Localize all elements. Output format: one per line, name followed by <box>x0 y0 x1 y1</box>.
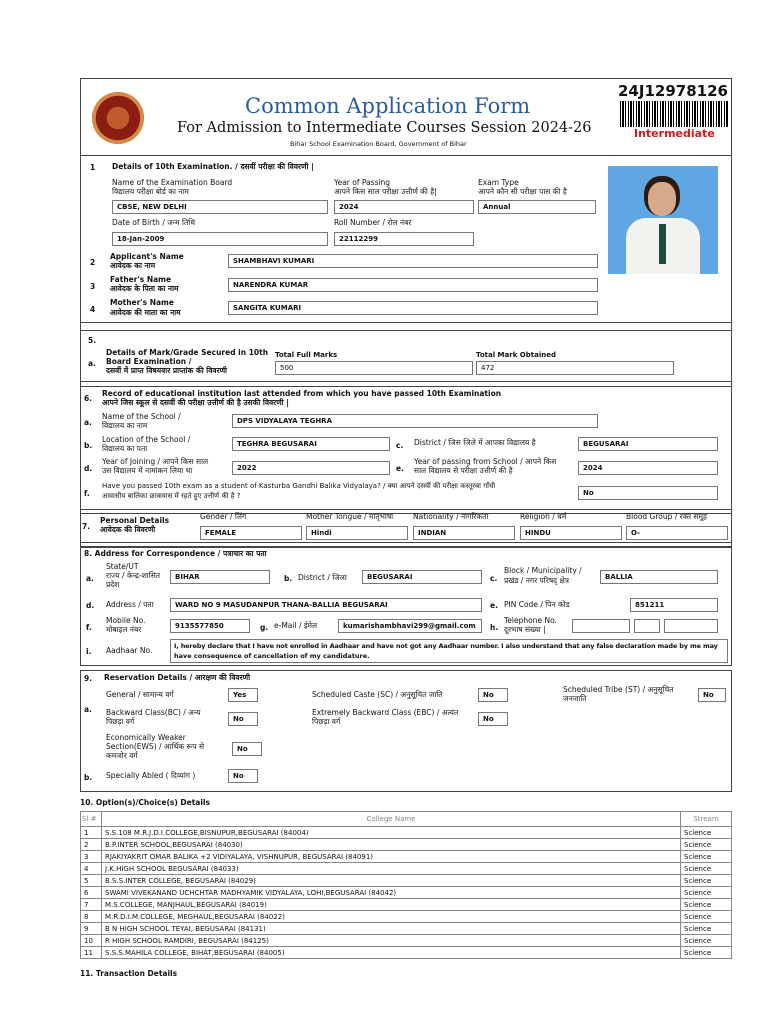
choices-table <box>80 811 732 959</box>
address-label: Address / पता <box>106 600 154 609</box>
type-field[interactable]: Annual <box>478 200 596 214</box>
email-letter: g. <box>260 623 269 632</box>
table-row <box>81 947 732 959</box>
state-label-1: State/UT <box>106 562 139 571</box>
block-field[interactable]: BALLIA <box>600 570 718 584</box>
mobile-letter: f. <box>86 623 92 632</box>
section-4-number: 4 <box>90 305 96 314</box>
kgbv-label-2: आवासीय बालिका छात्रावास में रहते हुए उत्तीर्ण की है ? <box>102 492 241 500</box>
mobile-field[interactable]: 9135577850 <box>170 619 250 633</box>
address-letter: d. <box>86 601 95 610</box>
father-name-field[interactable]: NARENDRA KUMAR <box>228 278 598 292</box>
passing-label: Year of passing from School / आपने किस <box>414 457 557 466</box>
sl-cell: 11 <box>81 947 102 959</box>
college-cell: M.R.D.I.M.COLLEGE, MEGHAUL,BEGUSARAI (84022) <box>102 911 681 923</box>
marks-label-2: Board Examination / <box>106 357 192 366</box>
kgbv-label: Have you passed 10th exam as a student of Kasturba Gandhi Balika Vidyalaya? / क्या आपने दसवीं की परीक्षा कस्तूरबा गाँधी <box>102 482 496 490</box>
dob-field[interactable]: 18-Jan-2009 <box>112 232 328 246</box>
section-3-number: 3 <box>90 282 96 291</box>
location-label: Location of the School / <box>102 435 191 444</box>
sc-label: Scheduled Caste (SC) / अनुसूचित जाति <box>312 690 443 699</box>
type-label-hi: आपने कौन सी परीक्षा पास की है <box>478 187 567 196</box>
joining-letter: d. <box>84 464 93 473</box>
aadhaar-declaration-1: I, hereby declare that I have not enrolled in Aadhaar and have not got any Aadhaar number. I also understand that any false declaration made by me may <box>174 642 718 650</box>
table-row <box>81 911 732 923</box>
state-letter: a. <box>86 574 94 583</box>
location-field[interactable]: TEGHRA BEGUSARAI <box>232 437 390 451</box>
joining-field[interactable]: 2022 <box>232 461 390 475</box>
mother-name-field[interactable]: SANGITA KUMARI <box>228 301 598 315</box>
nationality-label: Nationality / नागरिकता <box>413 512 489 521</box>
gender-label: Gender / लिंग <box>200 512 247 521</box>
stream-cell: Science <box>681 911 732 923</box>
applicant-name-label: Applicant's Name <box>110 252 184 261</box>
stream-cell: Science <box>681 851 732 863</box>
personal-label: Personal Details <box>100 516 170 525</box>
sl-cell: 2 <box>81 839 102 851</box>
state-field[interactable]: BIHAR <box>170 570 270 584</box>
stream-cell: Science <box>681 947 732 959</box>
section-1-heading: Details of 10th Examination. / दसवीं परीक्षा की विवरणी | <box>112 162 314 171</box>
section-1-number: 1 <box>90 163 96 172</box>
roll-label: Roll Number / रोल नंबर <box>334 218 412 227</box>
telephone-label-1: Telephone No. <box>504 616 557 625</box>
form-subtitle: For Admission to Intermediate Courses Session 2024-26 <box>177 120 592 136</box>
state-label-2: राज्य / केन्द्र-शासित <box>106 571 161 580</box>
ews-field[interactable]: No <box>232 742 262 756</box>
section-7-number: 7. <box>82 522 91 531</box>
sl-cell: 1 <box>81 827 102 839</box>
sl-cell: 6 <box>81 887 102 899</box>
stream-cell: Science <box>681 923 732 935</box>
email-label: e-Mail / ईमेल <box>274 621 318 630</box>
stream-badge: Intermediate <box>634 127 715 140</box>
aadhaar-letter: i. <box>86 647 92 656</box>
mother-name-label: Mother's Name <box>110 298 174 307</box>
ews-label-3: कमजोर वर्ग <box>106 751 138 760</box>
blood-field[interactable]: O- <box>626 526 728 540</box>
pin-letter: e. <box>490 601 498 610</box>
stream-cell: Science <box>681 887 732 899</box>
joining-label-hi: उस विद्यालय में नामांकन लिया था <box>102 466 193 475</box>
sl-cell: 8 <box>81 911 102 923</box>
father-name-label: Father's Name <box>110 275 172 284</box>
college-cell: S.S.S.MAHILA COLLEGE, BIHAT,BEGUSARAI (84005) <box>102 947 681 959</box>
kgbv-field[interactable]: No <box>578 486 718 500</box>
location-letter: b. <box>84 441 93 450</box>
college-cell: B.S.S.INTER COLLEGE, BEGUSARAI (84029) <box>102 875 681 887</box>
section-6-number: 6. <box>84 394 93 403</box>
ews-label-2: Section(EWS) / आर्थिक रूप से <box>106 742 205 751</box>
obtained-marks-label: Total Mark Obtained <box>476 351 556 359</box>
block-letter: c. <box>490 574 498 583</box>
college-cell: B N HIGH SCHOOL TEYAI, BEGUSARAI (84131) <box>102 923 681 935</box>
telephone-label-2: दूरभाष संख्या | <box>504 625 546 634</box>
st-label-2: जनजाति <box>563 694 587 703</box>
aadhaar-label: Aadhaar No. <box>106 646 153 655</box>
sc-field[interactable]: No <box>478 688 508 702</box>
marks-label-3: दसवीं में प्राप्त विषयवार प्राप्तांक की विवरणी <box>106 366 228 375</box>
reservation-b-letter: b. <box>84 773 93 782</box>
st-field[interactable]: No <box>698 688 726 702</box>
religion-field[interactable]: HINDU <box>520 526 622 540</box>
nationality-field[interactable]: INDIAN <box>413 526 515 540</box>
personal-label-hi: आवेदक की विवरणी <box>100 525 156 534</box>
college-cell: M.S.COLLEGE, MANJHAUL,BEGUSARAI (84019) <box>102 899 681 911</box>
school-field[interactable]: DPS VIDYALAYA TEGHRA <box>232 414 598 428</box>
sl-cell: 7 <box>81 899 102 911</box>
sl-cell: 3 <box>81 851 102 863</box>
aadhaar-declaration-2: have consequence of cancellation of my candidature. <box>174 652 370 660</box>
sl-cell: 4 <box>81 863 102 875</box>
college-cell: S.S.108 M.R.J.D.I.COLLEGE,BISNUPUR,BEGUSARAI (84004) <box>102 827 681 839</box>
stream-cell: Science <box>681 875 732 887</box>
specially-abled-field[interactable]: No <box>228 769 258 783</box>
type-label: Exam Type <box>478 178 519 187</box>
telephone-extra-field[interactable] <box>664 619 718 633</box>
block-label-2: प्रखंड / नगर परिषद् क्षेत्र <box>504 576 570 585</box>
father-name-label-hi: आवेदक के पिता का नाम <box>110 284 179 293</box>
table-row <box>81 851 732 863</box>
ebc-label-1: Extremely Backward Class (EBC) / अत्यंत <box>312 708 459 717</box>
bc-label-2: पिछड़ा वर्ग <box>106 717 135 726</box>
section-2-number: 2 <box>90 258 96 267</box>
college-cell: RJAKIYAKRIT OMAR BALIKA +2 VIDIYALAYA, VISHNUPUR, BEGUSARAI (84091) <box>102 851 681 863</box>
mother-name-label-hi: आवेदक की माता का नाम <box>110 308 181 317</box>
stream-cell: Science <box>681 935 732 947</box>
table-row <box>81 827 732 839</box>
joining-label: Year of Joining / आपने किस साल <box>102 457 209 466</box>
board-name: Bihar School Examination Board, Government of Bihar <box>290 140 467 148</box>
form-number: 24J12978126 <box>618 82 728 100</box>
pin-field[interactable]: 851211 <box>630 598 718 612</box>
stream-cell: Science <box>681 899 732 911</box>
table-row <box>81 923 732 935</box>
passing-letter: e. <box>396 464 404 473</box>
district-letter: c. <box>396 441 404 450</box>
full-marks-field[interactable]: 500 <box>275 361 473 375</box>
applicant-photo <box>608 166 718 274</box>
school-label: Name of the School / <box>102 412 181 421</box>
religion-label: Religion / धर्म <box>520 512 567 521</box>
school-district-label: District / जिस जिले में आपका विद्यालय है <box>414 438 536 447</box>
kgbv-letter: f. <box>84 489 90 498</box>
school-district-field[interactable]: BEGUSARAI <box>578 437 718 451</box>
telephone-std-field[interactable] <box>572 619 630 633</box>
full-marks-label: Total Full Marks <box>275 351 338 359</box>
gender-field[interactable]: FEMALE <box>200 526 302 540</box>
form-title: Common Application Form <box>245 94 531 118</box>
sl-cell: 5 <box>81 875 102 887</box>
applicant-name-label-hi: आवेदक का नाम <box>110 261 156 270</box>
section-9-number: 9. <box>84 674 93 683</box>
table-row <box>81 863 732 875</box>
district-address-letter: b. <box>284 574 293 583</box>
section-11-heading: 11. Transaction Details <box>80 969 178 978</box>
sl-cell: 10 <box>81 935 102 947</box>
ebc-field[interactable]: No <box>478 712 508 726</box>
college-cell: R HIGH SCHOOL RAMDIRI, BEGUSARAI (84125) <box>102 935 681 947</box>
sl-cell: 9 <box>81 923 102 935</box>
college-cell: B.P.INTER SCHOOL,BEGUSARAI (84030) <box>102 839 681 851</box>
st-label-1: Scheduled Tribe (ST) / अनुसूचित <box>563 685 674 694</box>
school-letter: a. <box>84 418 92 427</box>
barcode <box>620 101 728 127</box>
email-field[interactable]: kumarishambhavi299@gmail.com <box>338 619 482 633</box>
col-college: College Name <box>102 812 681 827</box>
board-label: Name of the Examination Board <box>112 178 233 187</box>
table-row <box>81 935 732 947</box>
address-district-label: District / जिला <box>298 573 347 582</box>
mobile-label-2: मोबाइल नंबर <box>106 625 142 634</box>
section-8-heading: 8. Address for Correspondence / पत्राचार का पता <box>84 549 267 558</box>
table-row <box>81 899 732 911</box>
stream-cell: Science <box>681 863 732 875</box>
table-row <box>81 875 732 887</box>
telephone-number-field[interactable] <box>634 619 660 633</box>
general-label: General / सामान्य वर्ग <box>106 690 174 699</box>
section-6-heading-1: Record of educational institution last attended from which you have passed 10th Examination <box>102 389 502 398</box>
pin-label: PIN Code / पिन कोड <box>504 600 570 609</box>
specially-abled-label: Specially Abled ( दिव्यांग ) <box>106 771 196 780</box>
reservation-a-letter: a. <box>84 705 92 714</box>
col-sl: Sl # <box>81 812 102 827</box>
bc-field[interactable]: No <box>228 712 258 726</box>
marks-label-1: Details of Mark/Grade Secured in 10th <box>106 348 269 357</box>
passing-label-hi: साल विद्यालय से परीक्षा उत्तीर्ण की है <box>414 466 513 475</box>
telephone-letter: h. <box>490 623 499 632</box>
general-field[interactable]: Yes <box>228 688 258 702</box>
section-10-heading: 10. Option(s)/Choice(s) Details <box>80 798 210 807</box>
blood-label: Blood Group / रक्त समूह <box>626 512 707 521</box>
mobile-label-1: Mobile No. <box>106 616 146 625</box>
board-field[interactable]: CBSE, NEW DELHI <box>112 200 328 214</box>
stream-cell: Science <box>681 827 732 839</box>
college-cell: J.K.HIGH SCHOOL BEGUSARAI (84033) <box>102 863 681 875</box>
year-label-hi: आपने किस साल परीक्षा उत्तीर्ण की है| <box>334 187 437 196</box>
applicant-name-field[interactable]: SHAMBHAVI KUMARI <box>228 254 598 268</box>
dob-label: Date of Birth / जन्म तिथि <box>112 218 195 227</box>
col-stream: Stream <box>681 812 732 827</box>
ebc-label-2: पिछड़ा वर्ग <box>312 717 341 726</box>
tongue-field[interactable]: Hindi <box>306 526 408 540</box>
table-row <box>81 839 732 851</box>
block-label-1: Block / Municipality / <box>504 566 582 575</box>
bc-label-1: Backward Class(BC) / अन्य <box>106 708 201 717</box>
year-field[interactable]: 2024 <box>334 200 474 214</box>
board-label-hi: विद्यालय परीक्षा बोर्ड का नाम <box>112 187 189 196</box>
address-district-field[interactable]: BEGUSARAI <box>362 570 482 584</box>
passing-field[interactable]: 2024 <box>578 461 718 475</box>
address-field[interactable]: WARD NO 9 MASUDANPUR THANA-BALLIA BEGUSARAI <box>170 598 482 612</box>
location-label-hi: विद्यालय का पता <box>102 444 148 453</box>
section-5a-number: a. <box>88 359 96 368</box>
section-9-heading: Reservation Details / आरक्षण की विवरणी <box>104 673 251 682</box>
section-5-number: 5. <box>88 336 97 345</box>
board-seal-logo <box>92 92 144 144</box>
ews-label-1: Economically Weaker <box>106 733 186 742</box>
tongue-label: Mother Tongue / मातृभाषा <box>306 512 394 521</box>
section-6-heading-2: आपने जिस स्कूल से दसवीं की परीक्षा उत्तीर्ण की है उसकी विवरणी | <box>102 398 289 407</box>
state-label-3: प्रदेश <box>106 580 120 589</box>
stream-cell: Science <box>681 839 732 851</box>
obtained-marks-field[interactable]: 472 <box>476 361 674 375</box>
school-label-hi: विद्यालय का नाम <box>102 421 148 430</box>
table-row <box>81 887 732 899</box>
college-cell: SWAMI VIVEKANAND UCHCHTAR MADHYAMIK VIDYALAYA, LOHI,BEGUSARAI (84042) <box>102 887 681 899</box>
year-label: Year of Passing <box>334 178 391 187</box>
roll-field[interactable]: 22112299 <box>334 232 474 246</box>
